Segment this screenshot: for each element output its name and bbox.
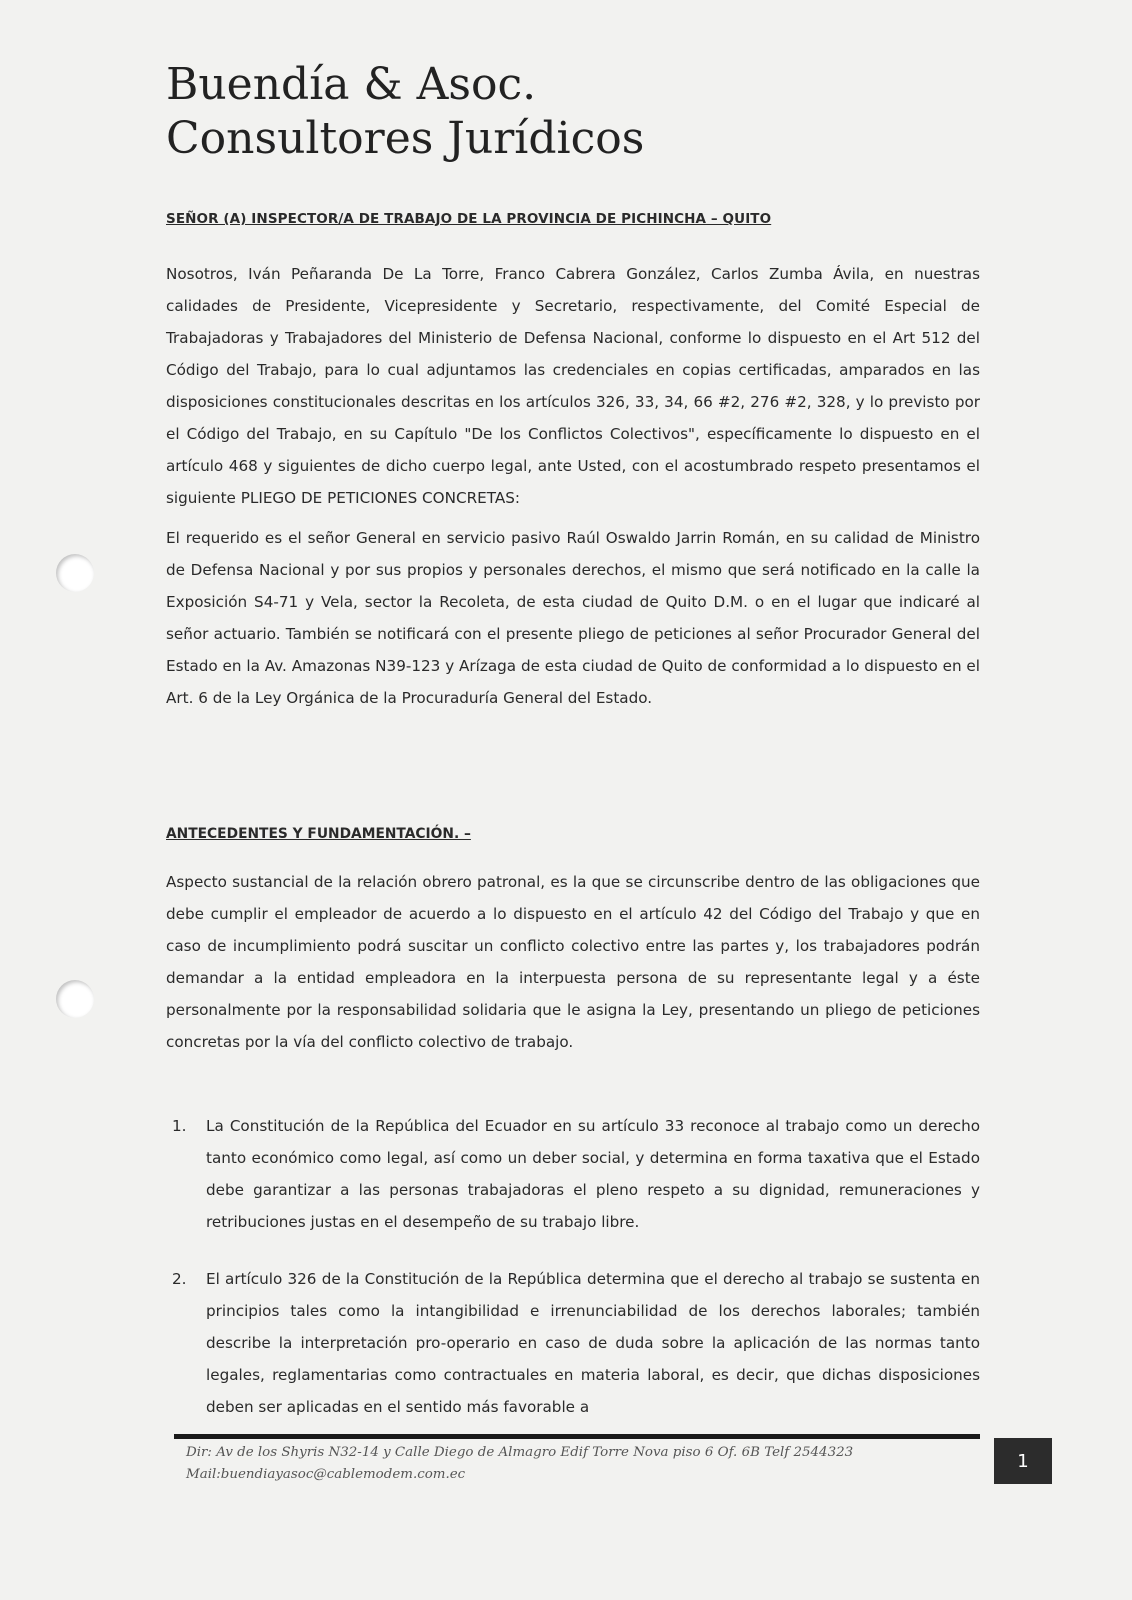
section-paragraph: Aspecto sustancial de la relación obrero patronal, es la que se circunscribe dentro de las obligaciones que debe cumplir el empleador de acuerdo a lo dispuesto en el artículo 42 del Código del Trabajo y que en caso de incumplimiento podrá suscitar un conflicto colectivo entre las partes y, los trabajadores podrán demandar a la entidad empleadora en la interpuesta persona de su representante legal y a éste personalmente por la responsabilidad solidaria que le asigna la Ley, presentando un pliego de peticiones concretas por la vía del conflicto colectivo de trabajo. [166, 873, 980, 1051]
list-item [166, 1263, 980, 1423]
list-item [166, 1110, 980, 1238]
list-item-text: La Constitución de la República del Ecuador en su artículo 33 reconoce al trabajo como un derecho tanto económico como legal, así como un deber social, y determina en forma taxativa que el Estado debe garantizar a las personas trabajadoras el pleno respeto a su dignidad, remuneraciones y retribuciones justas en el desempeño de su trabajo libre. [206, 1117, 980, 1231]
letterhead [166, 58, 644, 166]
footer-divider [174, 1434, 980, 1439]
section-title: ANTECEDENTES Y FUNDAMENTACIÓN. – [166, 826, 471, 842]
numbered-list [166, 1263, 980, 1423]
punch-hole [56, 554, 94, 592]
list-item-number: 2. [172, 1270, 187, 1288]
list-item-text: El artículo 326 de la Constitución de la República determina que el derecho al trabajo se sustenta en principios tales como la intangibilidad e irrenunciabilidad de los derechos laborales; también describe la interpretación pro-operario en caso de duda sobre la aplicación de las normas tanto legales, reglamentarias como contractuales en materia laboral, es decir, que dichas disposiciones deben ser aplicadas en el sentido más favorable a [206, 1270, 980, 1416]
footer-mail: Mail:buendiayasoc@cablemodem.com.ec [186, 1467, 466, 1482]
page-number: 1 [994, 1438, 1052, 1484]
punch-hole [56, 980, 94, 1018]
addressee-heading: SEÑOR (A) INSPECTOR/A DE TRABAJO DE LA PROVINCIA DE PICHINCHA – QUITO [166, 211, 772, 227]
numbered-list [166, 1110, 980, 1238]
footer-address: Dir: Av de los Shyris N32-14 y Calle Diego de Almagro Edif Torre Nova piso 6 Of. 6B Telf 2544323 [186, 1445, 854, 1460]
footer [186, 1442, 976, 1486]
list-item-number: 1. [172, 1117, 187, 1135]
intro-paragraph: Nosotros, Iván Peñaranda De La Torre, Franco Cabrera González, Carlos Zumba Ávila, en nuestras calidades de Presidente, Vicepresidente y Secretario, respectivamente, del Comité Especial de Trabajadoras y Trabajadores del Ministerio de Defensa Nacional, conforme lo dispuesto en el Art 512 del Código del Trabajo, para lo cual adjuntamos las credenciales en copias certificadas, amparados en las disposiciones constitucionales descritas en los artículos 326, 33, 34, 66 #2, 276 #2, 328, y lo previsto por el Código del Trabajo, en su Capítulo "De los Conflictos Colectivos", específicamente lo dispuesto en el artículo 468 y siguientes de dicho cuerpo legal, ante Usted, con el acostumbrado respeto presentamos el siguiente PLIEGO DE PETICIONES CONCRETAS: [166, 265, 980, 507]
firm-name-line1: Buendía & Asoc. [166, 59, 537, 110]
firm-name-line2: Consultores Jurídicos [166, 113, 645, 164]
respondent-paragraph: El requerido es el señor General en servicio pasivo Raúl Oswaldo Jarrin Román, en su calidad de Ministro de Defensa Nacional y por sus propios y personales derechos, el mismo que será notificado en la calle la Exposición S4-71 y Vela, sector la Recoleta, de esta ciudad de Quito D.M. o en el lugar que indicaré al señor actuario. También se notificará con el presente pliego de peticiones al señor Procurador General del Estado en la Av. Amazonas N39-123 y Arízaga de esta ciudad de Quito de conformidad a lo dispuesto en el Art. 6 de la Ley Orgánica de la Procuraduría General del Estado. [166, 529, 980, 707]
